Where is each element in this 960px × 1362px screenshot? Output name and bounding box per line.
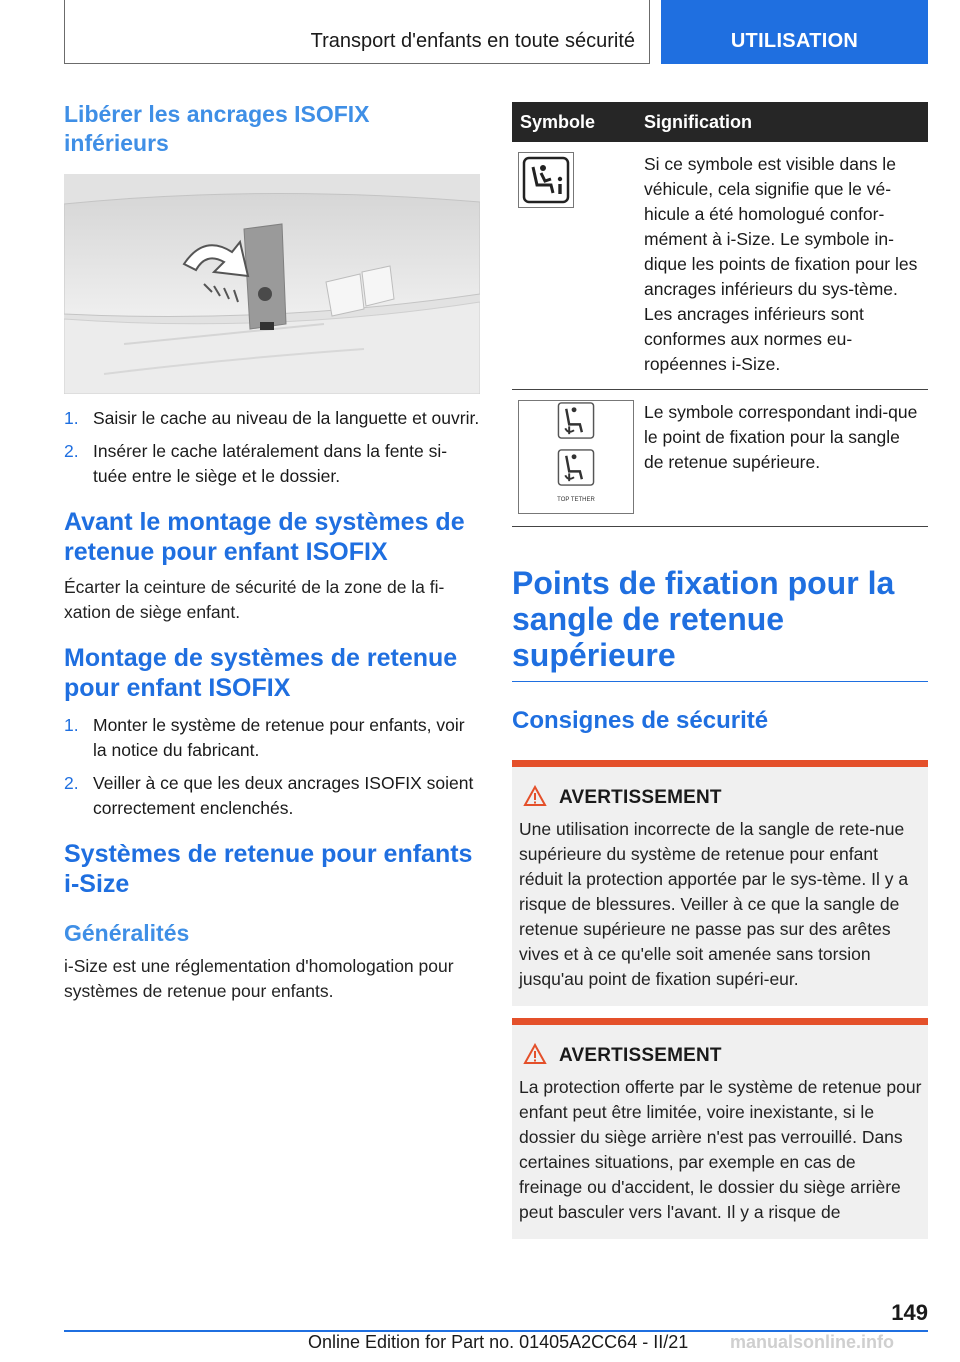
steps-montage	[64, 713, 480, 821]
right-column	[512, 102, 928, 1239]
list-item: 2. Insérer le cache latéralement dans la fente si‐tuée entre le siège et le dossier.	[64, 441, 448, 486]
left-column	[64, 100, 480, 1004]
heading-consignes: Consignes de sécurité	[512, 707, 769, 734]
steps-liberer	[64, 406, 480, 489]
symbol-cell	[512, 142, 636, 390]
meaning-cell: Le symbole correspondant indi‐que le point de fixation pour la sangle de retenue supérieure.	[636, 390, 928, 527]
table-row	[512, 142, 928, 390]
isofix-cover-figure	[64, 174, 480, 394]
heading-liberer: Libérer les ancrages ISOFIX inférieurs	[64, 101, 370, 156]
warning-triangle-icon	[519, 785, 559, 812]
warning-label: AVERTISSEMENT	[559, 787, 722, 808]
section-title: UTILISATION	[730, 30, 859, 52]
watermark-logo: manualsonline.info	[730, 1332, 895, 1352]
heading-generalites: Généralités	[64, 920, 190, 946]
warning-box	[512, 760, 928, 1006]
page-number: 149	[891, 1300, 928, 1325]
header-section-box	[661, 0, 928, 64]
paragraph-avant-montage: Écarter la ceinture de sécurité de la zone de la fi‐xation de siège enfant.	[64, 577, 445, 622]
warning-label: AVERTISSEMENT	[559, 1045, 722, 1066]
symbol-cell	[512, 390, 636, 527]
table-row	[512, 390, 928, 527]
column-header-signification: Signification	[636, 102, 928, 142]
heading-montage: Montage de systèmes de retenue pour enfant ISOFIX	[64, 644, 458, 702]
isize-child-seat-icon	[518, 152, 574, 208]
warning-text: La protection offerte par le système de retenue pour enfant peut être limitée, voire inexistante, si le dossier du siège arrière n'est pas verrouillé. Dans certaines situations, par exemple en cas de freinage ou d'accident, le dossier du siège arrière peut basculer vers l'avant. Il y a risque de	[519, 1077, 922, 1222]
top-tether-label: TOP TETHER	[557, 497, 595, 503]
warning-triangle-icon	[519, 1043, 559, 1070]
section-title-points-fixation: Points de fixation pour la sangle de retenue supérieure	[512, 565, 928, 682]
list-item: 2. Veiller à ce que les deux ancrages ISOFIX soient correctement enclenchés.	[64, 773, 474, 818]
list-item: 1. Saisir le cache au niveau de la languette et ouvrir.	[64, 408, 480, 428]
symbol-table	[512, 102, 928, 527]
header-title-box	[64, 0, 650, 64]
meaning-cell: Si ce symbole est visible dans le véhicule, cela signifie que le vé‐hicule a été homologué confor‐mément à i-Size. Le symbole in‐dique les points de fixation pour les ancrages inférieurs du sys‐tème. Les ancrages inférieurs sont conformes aux normes eu‐ropéennes i-Size.	[636, 142, 928, 390]
page-header	[64, 0, 928, 64]
heading-isize: Systèmes de retenue pour enfants i-Size	[64, 840, 473, 898]
warning-text: Une utilisation incorrecte de la sangle de rete‐nue supérieure du système de retenue pour enfant réduit la protection apportée par le sys‐tème. Il y a risque de blessures. Veiller à ce que la sangle de retenue supérieure ne passe pas sur des arêtes vives et à ce qu'elle soit amenée sans torsion jusqu'au point de fixation supéri‐eur.	[519, 819, 909, 989]
edition-text: Online Edition for Part no. 01405A2CC64 - II/21	[308, 1332, 689, 1352]
column-header-symbole: Symbole	[512, 102, 636, 142]
chapter-title: Transport d'enfants en toute sécurité	[310, 30, 635, 52]
table-header-row	[512, 102, 928, 142]
warning-box	[512, 1018, 928, 1239]
paragraph-generalites: i-Size est une réglementation d'homologation pour systèmes de retenue pour enfants.	[64, 956, 454, 1001]
top-tether-icon	[518, 400, 634, 514]
list-item: 1. Monter le système de retenue pour enfants, voir la notice du fabricant.	[64, 715, 465, 760]
heading-avant-montage: Avant le montage de systèmes de retenue pour enfant ISOFIX	[64, 508, 465, 566]
seat-illustration	[64, 174, 480, 394]
